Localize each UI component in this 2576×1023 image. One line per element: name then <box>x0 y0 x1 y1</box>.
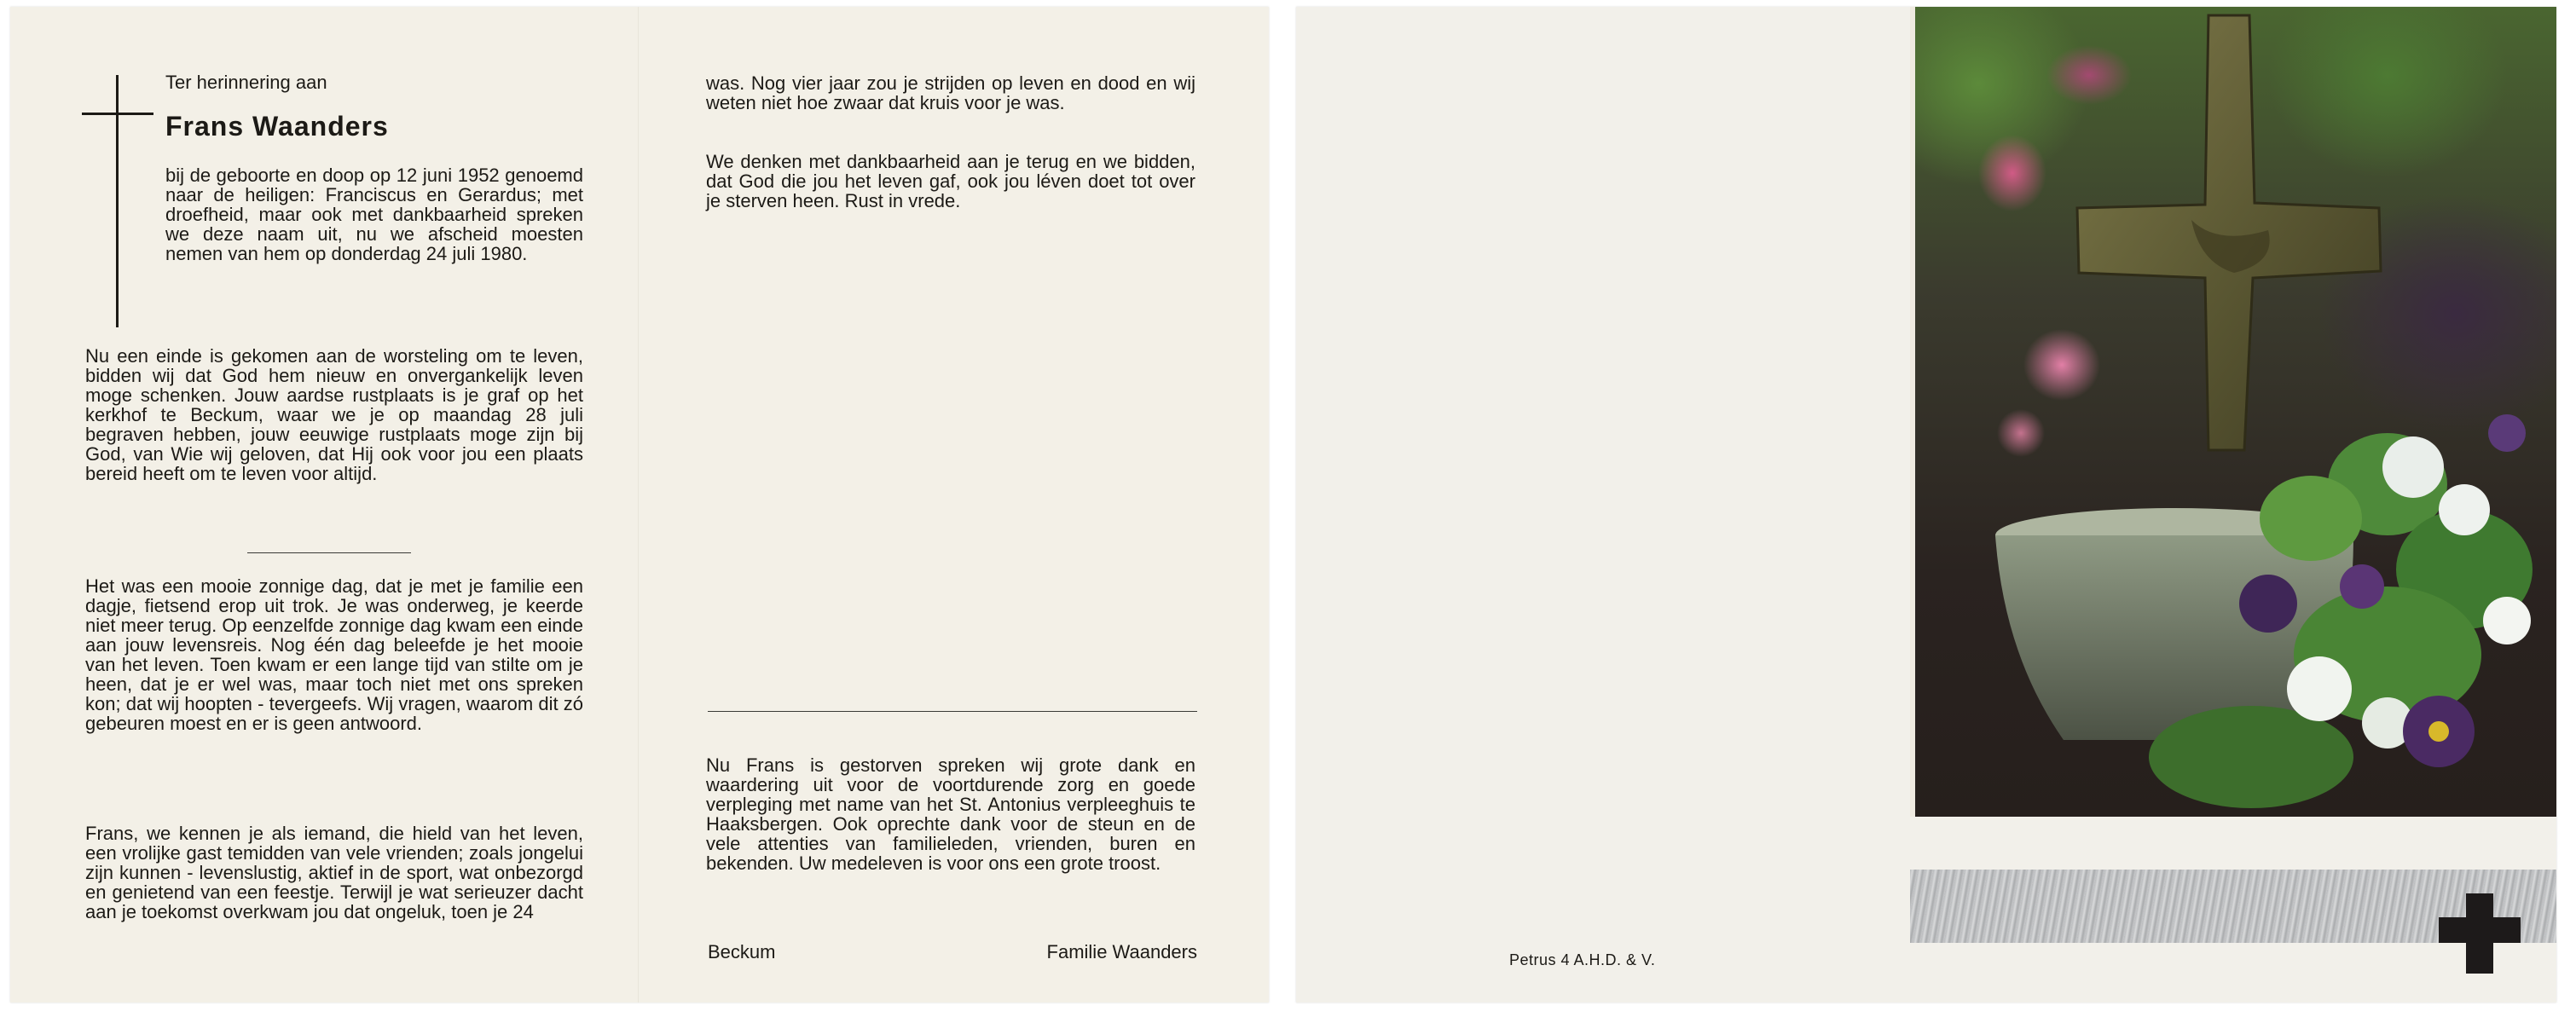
cross-icon-bar <box>2439 917 2521 943</box>
family-signature: Familie Waanders <box>1046 941 1197 962</box>
cross-icon-bar <box>82 113 153 115</box>
birth-paragraph: bij de geboorte en doop op 12 juni 1952 genoemd naar de heiligen: Franciscus en Gerardus; met droefheid, maar ook met dankbaarheid spreken we deze naam uit, nu we afscheid moesten nemen van hem op donderdag 24 juli 1980. <box>165 165 583 264</box>
divider <box>247 552 411 553</box>
resting-paragraph: Nu een einde is gekomen aan de worsteling om te leven, bidden wij dat God hem nieuw en onvergankelijk leven moge schenken. Jouw aardse rustplaats is je graf op het kerkhof te Beckum, waar we je op maandag 28 juli begraven hebben, jouw eeuwige rustplaats moge zijn bij God, van Wie wij geloven, dat Hij ook voor jou een plaats bereid heeft om te leven voor altijd. <box>85 345 583 484</box>
intro-text: Ter herinnering aan <box>165 72 327 93</box>
inner-left-panel <box>10 7 638 1003</box>
card-outer-spread <box>1296 7 2556 1003</box>
inner-right-panel <box>640 7 1269 1003</box>
deceased-name: Frans Waanders <box>165 111 389 142</box>
printer-mark: Petrus 4 A.H.D. & V. <box>1509 951 1656 968</box>
back-panel <box>1296 7 1910 1003</box>
struggle-paragraph: was. Nog vier jaar zou je strijden op leven en dood en wij weten niet hoe zwaar dat kruis voor je was. <box>706 72 1195 113</box>
thanks-paragraph: Nu Frans is gestorven spreken wij grote dank en waardering uit voor de voortdurende zorg en goede verpleging met name van het St. Antonius verpleeghuis te Haaksbergen. Ook oprechte dank voor de steun en de vele attenties van familieleden, vrienden, buren en bekenden. Uw medeleven is voor ons een grote troost. <box>706 754 1195 874</box>
cross-flowers-photo <box>1910 7 2556 817</box>
photo-illustration <box>1910 7 2556 817</box>
memory-paragraph: Het was een mooie zonnige dag, dat je met je familie een dagje, fietsend erop uit trok. Je was onderweg, je keerde niet meer terug. Op eenzelfde zonnige dag kwam een einde aan jouw levensreis. Nog één dag beleefde je het mooie van het leven. Toen kwam er een lange tijd van stilte om je heen, dat je er wel was, maar toch niet met ons spreken kon; dat wij hoopten - tevergeefs. Wij vragen, waarom dit zó gebeuren moest en er is geen antwoord. <box>85 575 583 734</box>
character-paragraph: Frans, we kennen je als iemand, die hield van het leven, een vrolijke gast temidden van vele vrienden; zoals jongelui zijn kunnen - levenslustig, aktief in de sport, wat onbezorgd en genietend van een feestje. Terwijl je wat serieuzer dacht aan je toekomst overkwam jou dat ongeluk, toen je 24 <box>85 823 583 922</box>
place-text: Beckum <box>708 941 776 962</box>
divider <box>708 711 1197 712</box>
card-inner-spread <box>10 7 1269 1003</box>
prayer-paragraph: We denken met dankbaarheid aan je terug en we bidden, dat God die jou het leven gaf, ook jou léven doet tot over je sterven heen. Rust in vrede. <box>706 151 1195 211</box>
